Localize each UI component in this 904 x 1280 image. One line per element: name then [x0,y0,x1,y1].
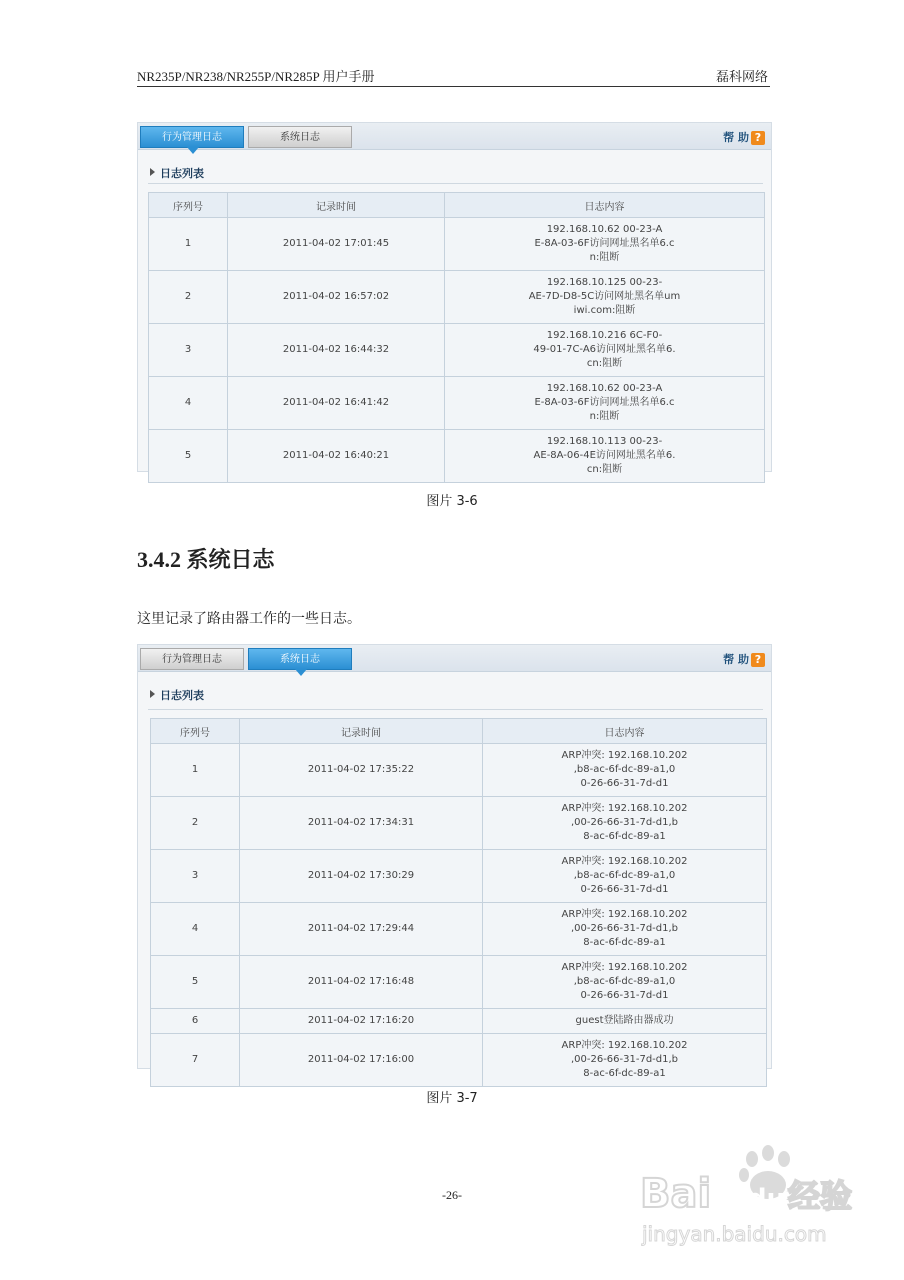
serial-cell: 1 [151,744,240,797]
column-header-serial: 序列号 [149,193,228,218]
page-header [137,64,770,87]
table-row [151,956,767,1009]
serial-cell: 3 [149,324,228,377]
time-cell: 2011-04-02 17:29:44 [240,903,483,956]
section-title-label: 日志列表 [160,167,204,180]
behavior-log-panel [137,122,772,475]
tab-behavior-log[interactable] [140,126,244,148]
svg-text:jingyan.baidu.com: jingyan.baidu.com [642,1222,827,1246]
time-cell: 2011-04-02 17:01:45 [228,218,445,271]
table-row [151,797,767,850]
content-cell: 192.168.10.62 00-23-A E-8A-03-6F访问网址黑名单6.c n:阻断 [445,377,765,430]
company-name: 磊科网络 [715,69,768,84]
table-row [149,377,765,430]
tab-label: 系统日志 [280,654,320,665]
time-cell: 2011-04-02 17:35:22 [240,744,483,797]
serial-cell: 5 [151,956,240,1009]
table-row [151,1009,767,1034]
content-cell: 192.168.10.62 00-23-A E-8A-03-6F访问网址黑名单6.c n:阻断 [445,218,765,271]
table-row [151,1034,767,1087]
section-title [150,687,204,703]
serial-cell: 3 [151,850,240,903]
svg-text:du: du [748,1184,786,1214]
serial-cell: 7 [151,1034,240,1087]
log-table [148,192,765,483]
content-cell: ARP冲突: 192.168.10.202 ,00-26-66-31-7d-d1,b 8-ac-6f-dc-89-a1 [483,1034,767,1087]
serial-cell: 5 [149,430,228,483]
tab-behavior-log[interactable] [140,648,244,670]
table-header-row [151,719,767,744]
triangle-right-icon [150,168,155,176]
divider [148,183,763,184]
svg-text:Bai: Bai [640,1171,712,1217]
baidu-jingyan-watermark [640,1145,860,1250]
content-cell: 192.168.10.216 6C-F0- 49-01-7C-A6访问网址黑名单6. cn:阻断 [445,324,765,377]
figure-caption: 图片 3-7 [426,1091,478,1106]
page-number: -26- [442,1188,462,1202]
tab-bar [138,123,771,150]
column-header-content: 日志内容 [483,719,767,744]
content-cell: ARP冲突: 192.168.10.202 ,b8-ac-6f-dc-89-a1,0 0-26-66-31-7d-d1 [483,956,767,1009]
tab-label: 行为管理日志 [162,132,222,143]
triangle-right-icon [150,690,155,698]
content-cell: guest登陆路由器成功 [483,1009,767,1034]
time-cell: 2011-04-02 16:44:32 [228,324,445,377]
tab-bar [138,645,771,672]
time-cell: 2011-04-02 16:41:42 [228,377,445,430]
tab-system-log[interactable] [248,126,352,148]
column-header-content: 日志内容 [445,193,765,218]
svg-text:经验: 经验 [788,1177,853,1215]
table-row [151,744,767,797]
time-cell: 2011-04-02 17:16:20 [240,1009,483,1034]
column-header-time: 记录时间 [240,719,483,744]
divider [148,709,763,710]
serial-cell: 4 [149,377,228,430]
section-heading: 3.4.2 系统日志 [137,547,275,572]
serial-cell: 4 [151,903,240,956]
body-paragraph: 这里记录了路由器工作的一些日志。 [137,611,361,627]
table-row [151,850,767,903]
serial-cell: 6 [151,1009,240,1034]
help-button[interactable] [723,651,765,667]
table-header-row [149,193,765,218]
serial-cell: 1 [149,218,228,271]
help-button[interactable] [723,129,765,145]
help-icon: ? [751,131,765,145]
figure-caption: 图片 3-6 [426,494,478,509]
help-label: 帮 助 [723,653,749,666]
time-cell: 2011-04-02 17:16:00 [240,1034,483,1087]
content-cell: ARP冲突: 192.168.10.202 ,00-26-66-31-7d-d1,b 8-ac-6f-dc-89-a1 [483,903,767,956]
table-row [149,218,765,271]
help-icon: ? [751,653,765,667]
section-title-label: 日志列表 [160,689,204,702]
serial-cell: 2 [149,271,228,324]
help-label: 帮 助 [723,131,749,144]
time-cell: 2011-04-02 17:34:31 [240,797,483,850]
content-cell: 192.168.10.125 00-23- AE-7D-D8-5C访问网址黑名单um iwi.com:阻断 [445,271,765,324]
time-cell: 2011-04-02 17:16:48 [240,956,483,1009]
content-cell: 192.168.10.113 00-23- AE-8A-06-4E访问网址黑名单6. cn:阻断 [445,430,765,483]
active-tab-pointer [295,669,307,676]
table-row [149,430,765,483]
active-tab-pointer [187,147,199,154]
tab-label: 系统日志 [280,132,320,143]
content-cell: ARP冲突: 192.168.10.202 ,b8-ac-6f-dc-89-a1,0 0-26-66-31-7d-d1 [483,850,767,903]
column-header-serial: 序列号 [151,719,240,744]
content-cell: ARP冲突: 192.168.10.202 ,00-26-66-31-7d-d1,b 8-ac-6f-dc-89-a1 [483,797,767,850]
tab-label: 行为管理日志 [162,654,222,665]
log-table [150,718,767,1087]
document-title: NR235P/NR238/NR255P/NR285P 用户手册 [137,69,375,84]
table-row [149,324,765,377]
time-cell: 2011-04-02 16:57:02 [228,271,445,324]
serial-cell: 2 [151,797,240,850]
tab-system-log[interactable] [248,648,352,670]
table-row [149,271,765,324]
time-cell: 2011-04-02 17:30:29 [240,850,483,903]
time-cell: 2011-04-02 16:40:21 [228,430,445,483]
section-title [150,165,204,181]
column-header-time: 记录时间 [228,193,445,218]
content-cell: ARP冲突: 192.168.10.202 ,b8-ac-6f-dc-89-a1,0 0-26-66-31-7d-d1 [483,744,767,797]
table-row [151,903,767,956]
system-log-panel [137,644,772,1079]
